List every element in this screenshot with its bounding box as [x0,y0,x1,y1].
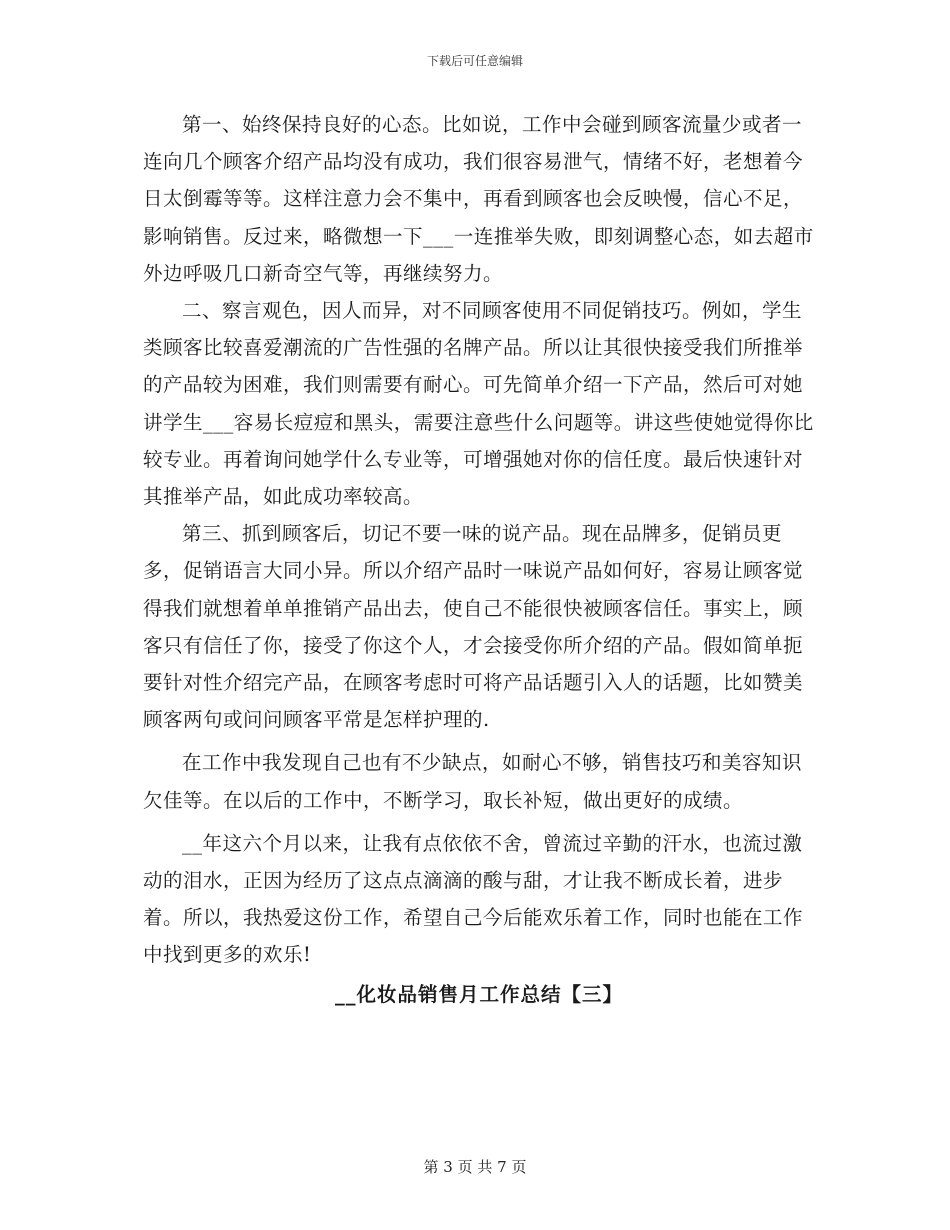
paragraph-mindset: 第一、始终保持良好的心态。比如说，工作中会碰到顾客流量少或者一连向几个顾客介绍产品均没有成功，我们很容易泄气，情绪不好，老想着今日太倒霉等等。这样注意力会不集中，再看到顾客也会反映慢，信心不足，影响销售。反过来，略微想一下___一连推举失败，即刻调整心态，如去超市外边呼吸几口新奇空气等，再继续努力。 [143,113,814,285]
paragraph-observe-customers: 二、察言观色，因人而异，对不同顾客使用不同促销技巧。例如，学生类顾客比较喜爱潮流的广告性强的名牌产品。所以让其很快接受我们所推举的产品较为困难，我们则需要有耐心。可先简单介绍一下产品，然后可对她讲学生___容易长痘痘和黑头，需要注意些什么问题等。讲这些使她觉得你比较专业。再着询问她学什么专业等，可增强她对你的信任度。最后快速针对其推举产品，如此成功率较高。 [143,299,814,509]
paragraph-shortcomings: 在工作中我发现自己也有不少缺点，如耐心不够，销售技巧和美容知识欠佳等。在以后的工作中，不断学习，取长补短，做出更好的成绩。 [143,751,803,812]
page-header-note: 下载后可任意编辑 [426,54,523,68]
document-body [143,106,815,1013]
section-title: __化妆品销售月工作总结【三】 [334,982,623,1006]
paragraph-build-trust: 第三、抓到顾客后，切记不要一味的说产品。现在品牌多，促销员更多，促销语言大同小异。所以介绍产品时一味说产品如何好，容易让顾客觉得我们就想着单单推销产品出去，使自己不能很快被顾客信任。事实上，顾客只有信任了你，接受了你这个人，才会接受你所介绍的产品。假如简单扼要针对性介绍完产品，在顾客考虑时可将产品话题引入人的话题，比如赞美顾客两句或问问顾客平常是怎样护理的. [143,522,804,732]
page-number: 第 3 页 共 7 页 [423,1158,527,1176]
paragraph-conclusion: __年这六个月以来，让我有点依依不舍，曾流过辛勤的汗水，也流过激动的泪水，正因为经历了这点点滴滴的酸与甜，才让我不断成长着，进步着。所以，我热爱这份工作，希望自己今后能欢乐着工作，同时也能在工作中找到更多的欢乐! [143,831,804,967]
